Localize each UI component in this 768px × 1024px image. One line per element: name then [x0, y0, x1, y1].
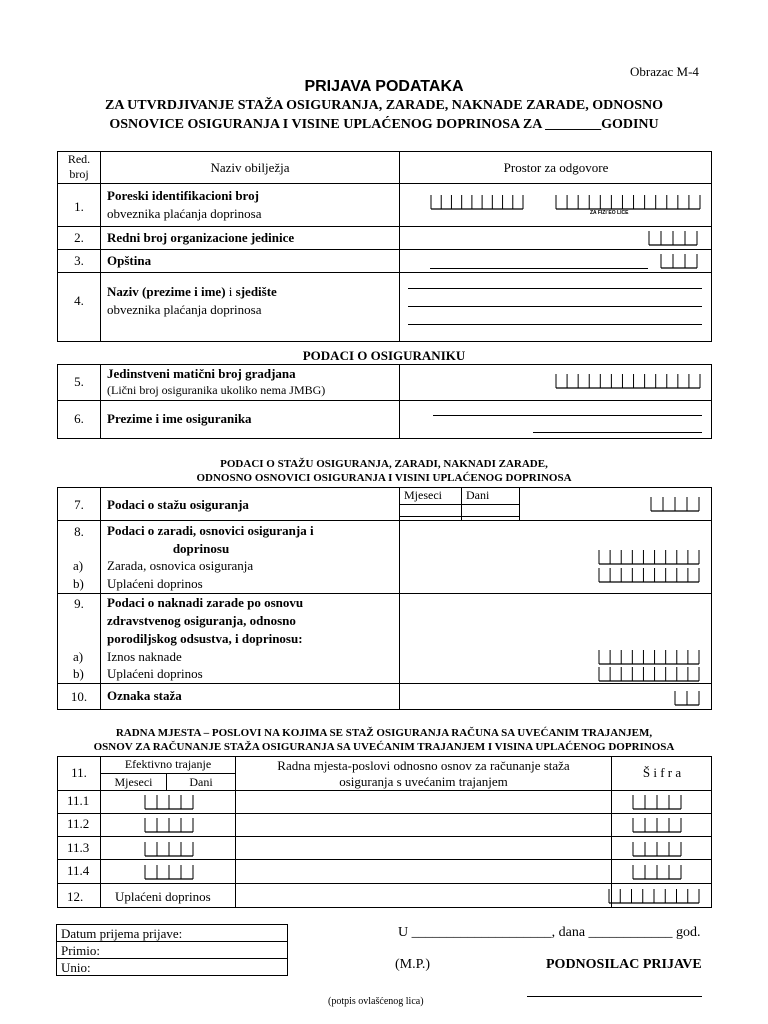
sub-b-label: Uplaćeni doprinos	[107, 666, 203, 681]
form-subtitle-2: OSNOVICE OSIGURANJA I VISINE UPLAĆENOG DOPRINOSA ZA ________GODINU	[109, 117, 659, 132]
row-label-3: porodiljskog odsustva, i doprinosu:	[107, 631, 303, 646]
row-label: Poreski identifikacioni broj	[107, 188, 259, 203]
sub-b-label: Uplaćeni doprinos	[107, 576, 203, 591]
sub-b: b)	[73, 576, 84, 591]
section-heading-radna-1: RADNA MJESTA – POSLOVI NA KOJIMA SE STAŽ OSIGURANJA RAČUNA SA UVEĆANIM TRAJANJEM,	[115, 727, 653, 739]
zarada-comb-field[interactable]	[598, 548, 700, 565]
naziv-line-2[interactable]	[408, 306, 702, 307]
place-date-line[interactable]: U ____________________, dana ____________ god.	[398, 925, 701, 940]
staz-comb-field[interactable]	[650, 495, 700, 512]
row-num: 11.4	[67, 863, 90, 878]
naknada-comb-field[interactable]	[598, 648, 700, 665]
row-num: 3.	[74, 253, 84, 268]
row-num: 9.	[74, 596, 84, 611]
row-num: 11.	[71, 765, 87, 780]
mp-label: (M.P.)	[395, 957, 431, 972]
opis-label-1: Radna mjesta-poslovi odnosno osnov za računanje staža	[277, 758, 570, 773]
podnosilac-label: PODNOSILAC PRIJAVE	[546, 957, 702, 972]
row-num: 12.	[67, 889, 84, 904]
opstina-line[interactable]	[430, 268, 648, 269]
row-num: 5.	[74, 374, 84, 389]
unio-label[interactable]: Unio:	[61, 960, 91, 975]
row-label: Oznaka staža	[107, 688, 182, 703]
prezime-line-1[interactable]	[433, 415, 702, 416]
trajanje-comb-field[interactable]	[144, 793, 194, 810]
row-num: 6.	[74, 411, 84, 426]
sub-a-label: Zarada, osnovica osiguranja	[107, 558, 254, 573]
row-sublabel: obveznika plaćanja doprinosa	[107, 206, 262, 221]
row-label: Uplaćeni doprinos	[115, 889, 211, 904]
form-subtitle-1: ZA UTVRDJIVANJE STAŽA OSIGURANJA, ZARADE, NAKNADE ZARADE, ODNOSNO	[104, 98, 663, 113]
sub-a: a)	[73, 649, 84, 664]
efektivno-label: Efektivno trajanje	[124, 757, 212, 771]
row-label: Podaci o zaradi, osnovici osiguranja i	[107, 523, 314, 538]
pib-physical-comb-field[interactable]	[555, 193, 701, 210]
mjeseci-label: Mjeseci	[404, 488, 442, 502]
row-label: Prezime i ime osiguranika	[107, 411, 252, 426]
trajanje-comb-field[interactable]	[144, 816, 194, 833]
row-label: Podaci o stažu osiguranja	[107, 497, 249, 512]
jmbg-comb-field[interactable]	[555, 372, 701, 389]
section-heading-staz-2: ODNOSNO OSNOVICI OSIGURANJA I VISINI UPLAĆENOG DOPRINOSA	[196, 472, 572, 484]
tiny-note: ZA FIZI`EO LICE	[590, 210, 629, 216]
row-num: 11.1	[67, 793, 90, 808]
pib-comb-field[interactable]	[430, 193, 524, 210]
row-label: Opština	[107, 253, 152, 268]
row-num: 10.	[70, 689, 88, 704]
section-heading-staz-1: PODACI O STAŽU OSIGURANJA, ZARADI, NAKNADI ZARADE,	[220, 458, 548, 470]
row-num: 2.	[74, 230, 84, 245]
header-red-broj: Red. broj	[67, 152, 91, 181]
datum-label[interactable]: Datum prijema prijave:	[61, 926, 183, 941]
org-unit-comb-field[interactable]	[648, 229, 698, 246]
sub-a: a)	[73, 558, 84, 573]
sifra-label: Š i f r a	[642, 765, 682, 780]
naknada-doprinos-comb-field[interactable]	[598, 665, 700, 682]
sub-b: b)	[73, 666, 84, 681]
signature-line[interactable]	[527, 996, 702, 997]
row-num: 7.	[74, 497, 84, 512]
sifra-comb-field[interactable]	[632, 863, 682, 880]
row-sublabel: (Lični broj osiguranika ukoliko nema JMBG)	[107, 383, 326, 397]
row-num: 11.3	[67, 840, 90, 855]
opis-label-2: osiguranja s uvećanim trajanjem	[339, 774, 508, 789]
opstina-comb-field[interactable]	[660, 252, 698, 269]
row-label-2: zdravstvenog osiguranja, odnosno	[107, 613, 296, 628]
row-label: Naziv (prezime i ime) i sjedište	[107, 284, 277, 299]
trajanje-comb-field[interactable]	[144, 863, 194, 880]
oznaka-staza-comb-field[interactable]	[674, 689, 700, 706]
row-num: 4.	[74, 293, 84, 308]
section-heading-radna-2: OSNOV ZA RAČUNANJE STAŽA OSIGURANJA SA UVEĆANIM TRAJANJEM I VISINA UPLAĆENOG DOPRINOSA	[93, 741, 675, 753]
naziv-line-3[interactable]	[408, 324, 702, 325]
header-prostor: Prostor za odgovore	[503, 160, 609, 175]
uplaceni-doprinos-comb-field[interactable]	[598, 566, 700, 583]
row-label-2: doprinosu	[172, 541, 230, 556]
sifra-comb-field[interactable]	[632, 816, 682, 833]
potpis-label: (potpis ovlašćenog lica)	[328, 996, 424, 1007]
header-naziv: Naziv obilježja	[210, 160, 290, 175]
row-num: 11.2	[67, 816, 90, 831]
row-label: Redni broj organizacione jedinice	[107, 230, 295, 245]
sifra-comb-field[interactable]	[632, 793, 682, 810]
uplaceni-doprinos-12-comb-field[interactable]	[608, 887, 700, 904]
naziv-line-1[interactable]	[408, 288, 702, 289]
trajanje-comb-field[interactable]	[144, 840, 194, 857]
row-num: 1.	[74, 199, 84, 214]
row-label: Podaci o naknadi zarade po osnovu	[107, 595, 304, 610]
primio-label[interactable]: Primio:	[61, 943, 101, 958]
row-num: 8.	[74, 524, 84, 539]
sifra-comb-field[interactable]	[632, 840, 682, 857]
dani-label: Dani	[189, 775, 213, 789]
dani-label: Dani	[466, 488, 490, 502]
mjeseci-label: Mjeseci	[114, 775, 153, 789]
row-label: Jedinstveni matični broj gradjana	[107, 366, 296, 381]
section-heading-osiguranik: PODACI O OSIGURANIKU	[302, 348, 466, 363]
prezime-line-2[interactable]	[533, 432, 702, 433]
form-code: Obrazac M-4	[630, 64, 699, 79]
form-title: PRIJAVA PODATAKA	[304, 78, 464, 95]
sub-a-label: Iznos naknade	[107, 649, 182, 664]
row-sublabel: obveznika plaćanja doprinosa	[107, 302, 262, 317]
